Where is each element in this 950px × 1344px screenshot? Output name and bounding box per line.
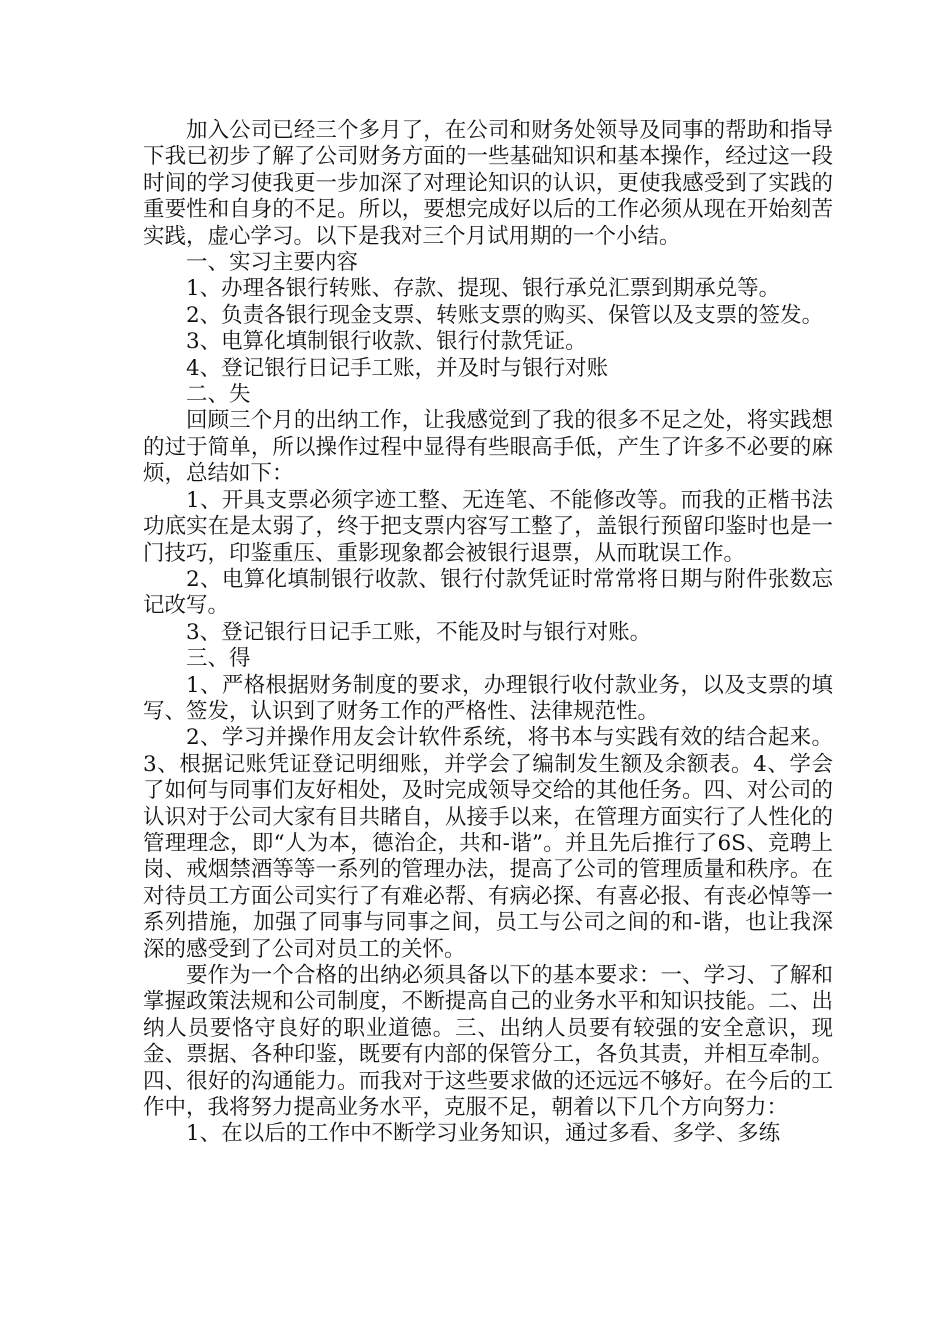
section-heading-gains: 三、得 — [186, 646, 251, 672]
shortcomings-intro-paragraph: 回顾三个月的出纳工作，让我感觉到了我的很多不足之处，将实践想的过于简单，所以操作过程中显得有些眼高手低，产生了许多不必要的麻烦，总结如下： — [143, 408, 833, 487]
content-item-1: 1、办理各银行转账、存款、提现、银行承兑汇票到期承兑等。 — [186, 276, 781, 302]
shortcoming-item-3: 3、登记银行日记手工账，不能及时与银行对账。 — [186, 619, 652, 645]
gain-item-1: 1、严格根据财务制度的要求，办理银行收付款业务，以及支票的填写、签发，认识到了财务工作的严格性、法律规范性。 — [143, 672, 833, 724]
shortcoming-item-1: 1、开具支票必须字迹工整、无连笔、不能修改等。而我的正楷书法功底实在是太弱了，终于把支票内容写工整了，盖银行预留印鉴时也是一门技巧，印鉴重压、重影现象都会被银行退票，从而耽误工作。 — [143, 487, 833, 566]
section-heading-internship-content: 一、实习主要内容 — [186, 250, 359, 276]
content-item-3: 3、电算化填制银行收款、银行付款凭证。 — [186, 329, 587, 355]
shortcoming-item-2: 2、电算化填制银行收款、银行付款凭证时常常将日期与附件张数忘记改写。 — [143, 566, 833, 619]
direction-item-1: 1、在以后的工作中不断学习业务知识，通过多看、多学、多练 — [186, 1121, 781, 1147]
content-item-4: 4、登记银行日记手工账，并及时与银行对账 — [186, 355, 609, 381]
document-body — [143, 118, 833, 1148]
gain-items-and-company-paragraph: 2、学习并操作用友会计软件系统，将书本与实践有效的结合起来。 3、根据记账凭证登记明细账，并学会了编制发生额及余额表。4、学会了如何与同事们友好相处，及时完成领导交给的其他任务。四、对公司的认识对于公司大家有目共睹自，从接手以来，在管理方面实行了人性化的管理理念，即“人为本，德治企，共和-谐”。并且先后推行了6S、竞聘上岗、戒烟禁酒等等一系列的管理办法，提高了公司的管理质量和秩序。在对待员工方面公司实行了有难必帮、有病必探、有喜必报、有丧必悼等一系列措施，加强了同事与同事之间，员工与公司之间的和-谐，也让我深深的感受到了公司对员工的关怀。 — [143, 725, 833, 962]
section-heading-shortcomings: 二、失 — [186, 382, 251, 408]
intro-paragraph: 加入公司已经三个多月了，在公司和财务处领导及同事的帮助和指导下我已初步了解了公司财务方面的一些基础知识和基本操作，经过这一段时间的学习使我更一步加深了对理论知识的认识，更使我感受到了实践的重要性和自身的不足。所以，要想完成好以后的工作必须从现在开始刻苦实践，虚心学习。以下是我对三个月试用期的一个小结。 — [143, 118, 833, 249]
content-item-2: 2、负责各银行现金支票、转账支票的购买、保管以及支票的签发。 — [186, 302, 824, 328]
requirements-paragraph: 要作为一个合格的出纳必须具备以下的基本要求：一、学习、了解和掌握政策法规和公司制度，不断提高自己的业务水平和知识技能。二、出纳人员要恪守良好的职业道德。三、出纳人员要有较强的安全意识，现金、票据、各种印鉴，既要有内部的保管分工，各负其责，并相互牵制。四、很好的沟通能力。而我对于这些要求做的还远远不够好。在今后的工作中，我将努力提高业务水平，克服不足，朝着以下几个方向努力： — [143, 963, 833, 1121]
